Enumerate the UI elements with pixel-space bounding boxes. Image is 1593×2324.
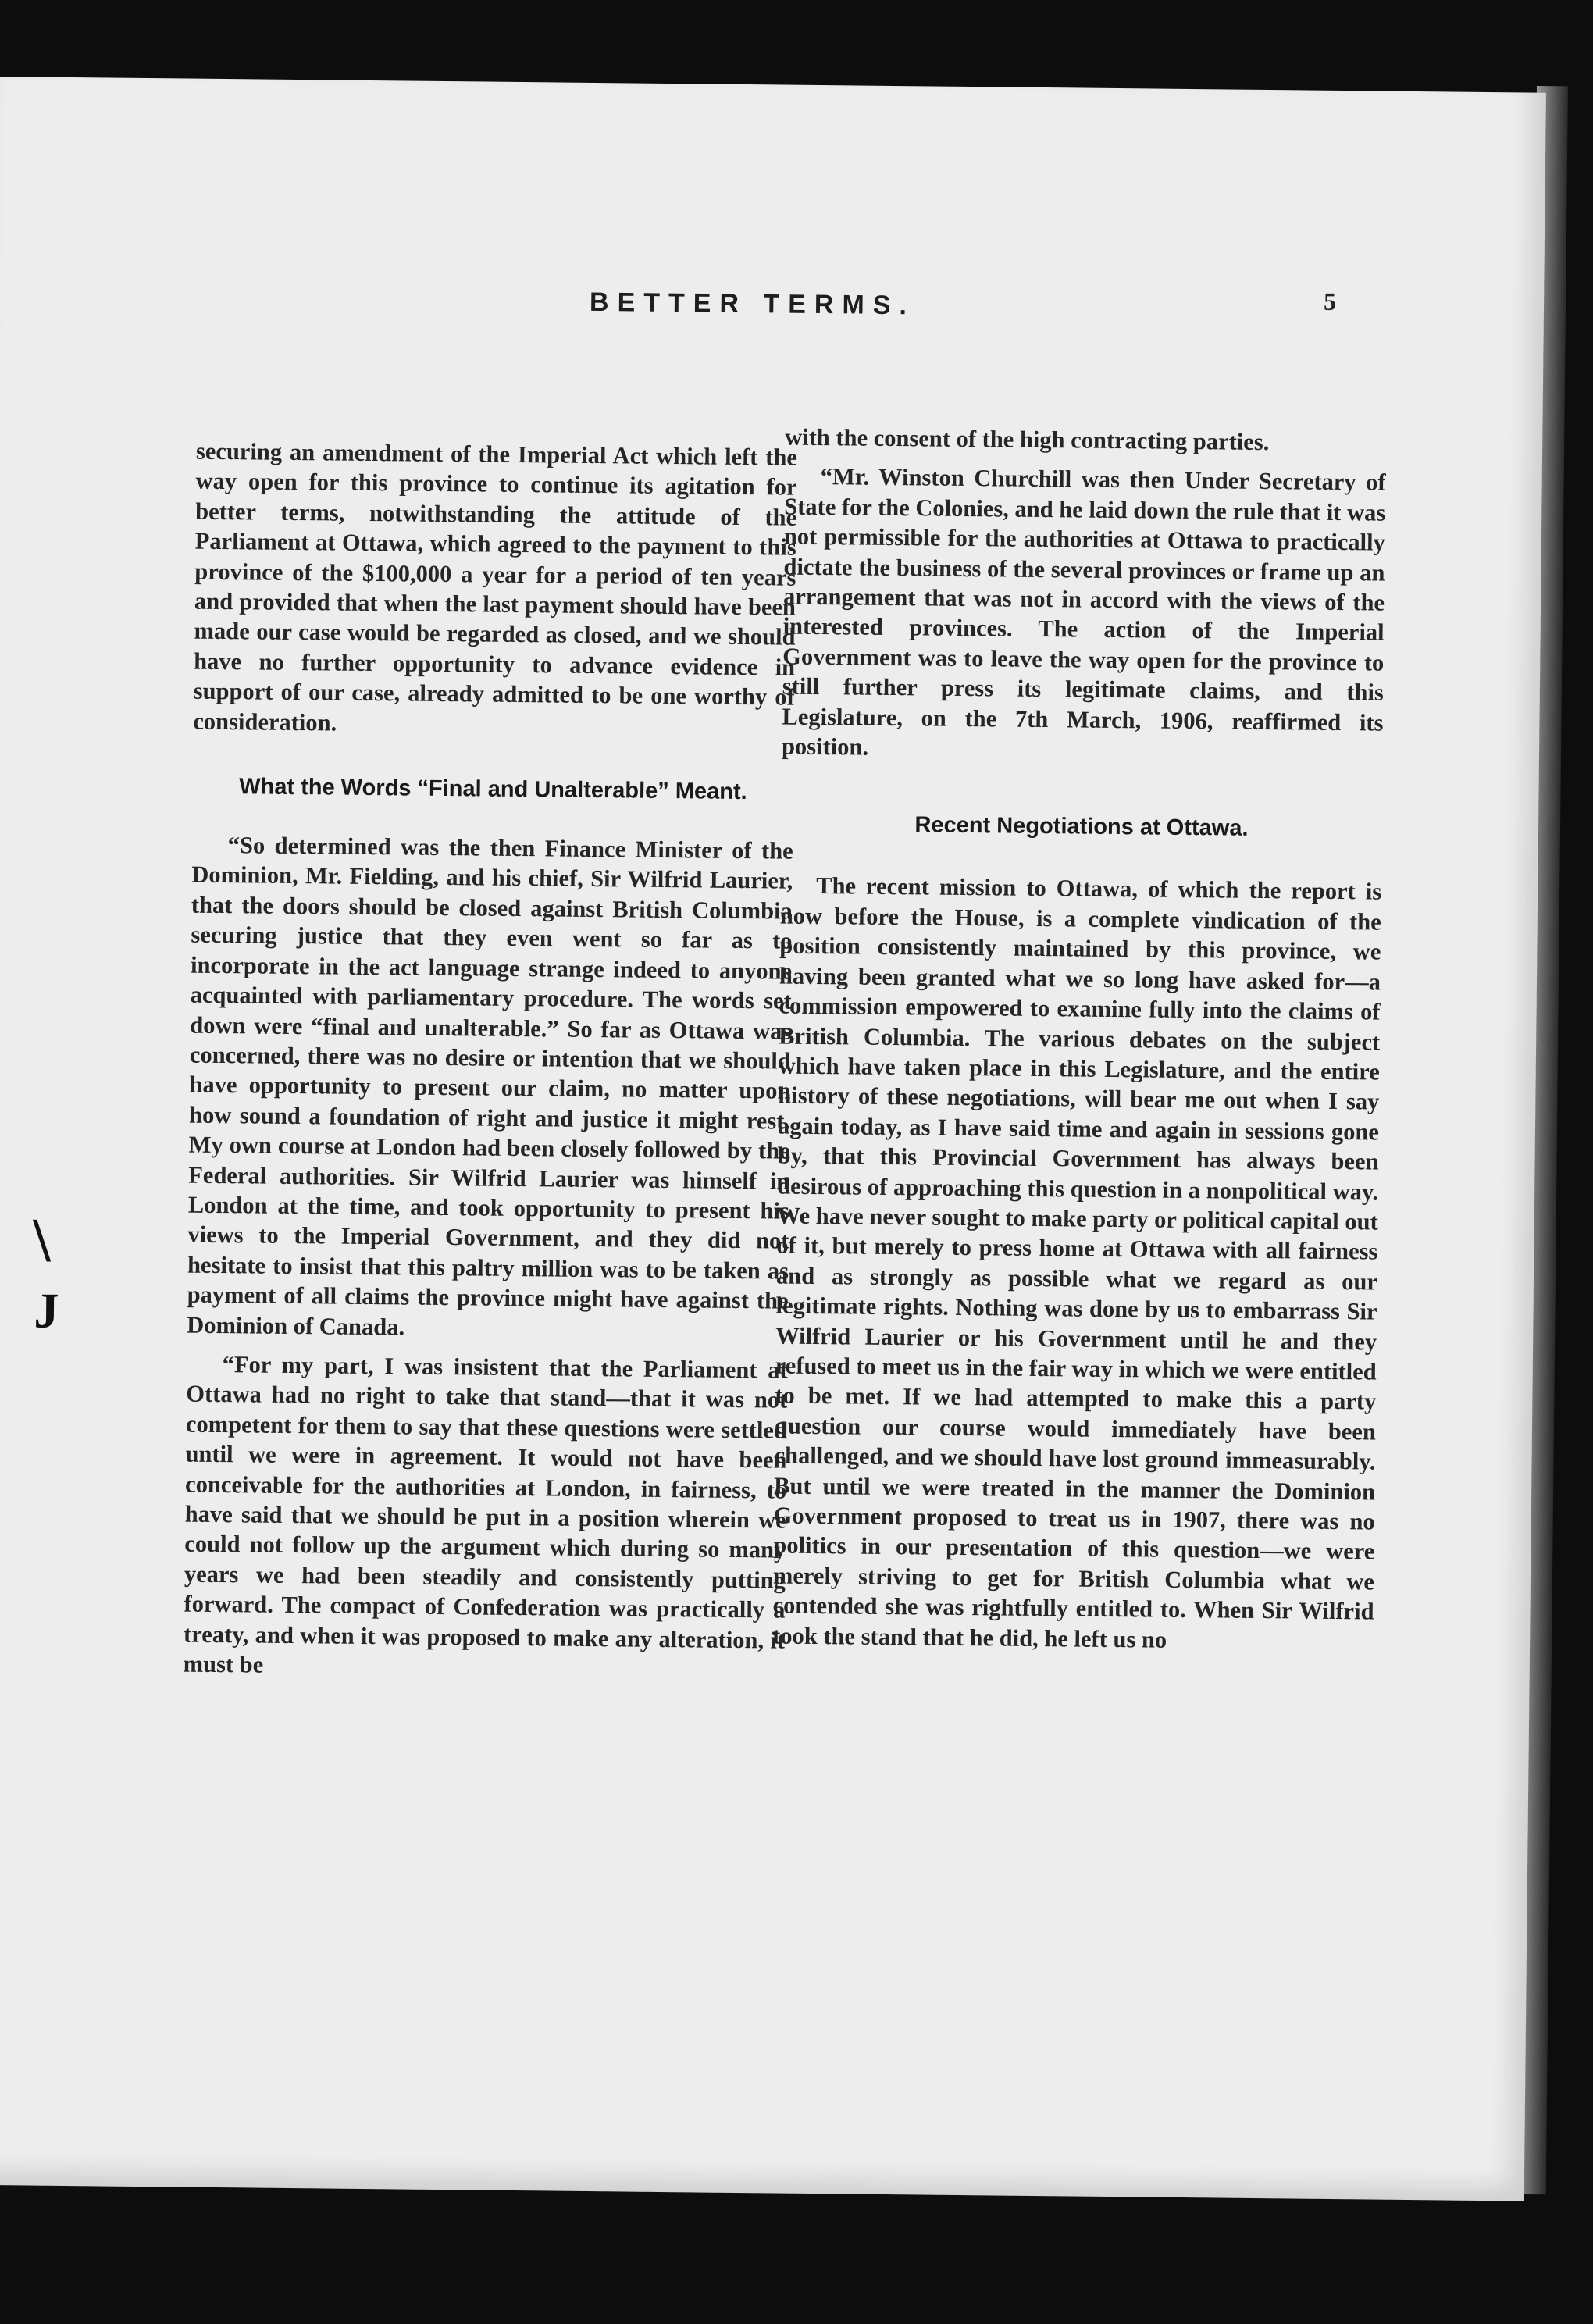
section-heading-recent-negotiations: Recent Negotiations at Ottawa. — [914, 812, 1249, 842]
left-column — [183, 437, 797, 1695]
margin-mark-top: \ — [32, 1206, 52, 1275]
page-number: 5 — [1323, 287, 1337, 315]
left-paragraph-2: “So determined was the then Finance Minister of the Dominion, Mr. Fielding, and his chief, Sir Wilfrid Laurier, that the doors should be closed against British Columbia securing justice that they even went so far as to incorporate in the act language strange indeed to anyone acquainted with parliamentary procedure. The words set down were “final and unalterable.” So far as Ottawa was concerned, there was no desire or intention that we should have opportunity to present our claim, no matter upon how sound a foundation of right and justice it might rest. My own course at London had been closely followed by the Federal authorities. Sir Wilfrid Laurier was himself in London at the time, and took opportunity to present his views to the Imperial Government, and they did not hesitate to insist that this paltry million was to be taken as payment of all claims the province might have against the Dominion of Canada. — [187, 832, 793, 1341]
running-header — [0, 281, 1544, 344]
left-paragraph-1: securing an amendment of the Imperial Act which left the way open for this province to continue its agitation for better terms, notwithstanding the attitude of the Parliament at Ottawa, which agreed to the payment to this province of the $100,000 a year for a period of ten years and provided that when the last payment should have been made our case would be regarded as closed, and we should have no further opportunity to advance evidence in support of our case, already admitted to be one worthy of consideration. — [193, 437, 798, 736]
right-paragraph-3: The recent mission to Ottawa, of which the report is now before the House, is a complete vindication of the position consistently maintained by this province, we having been granted what we so long have asked for—a commission empowered to examine fully into the claims of British Columbia. The various debates on the subject which have taken place in this Legislature, and the entire history of these negotiations, will bear me out when I say again today, as I have said time and again in sessions gone by, that this Provincial Government has always been desirous of approaching this question in a nonpolitical way. We have never sought to make party or political capital out of it, but merely to press home at Ottawa with all fairness and as strongly as possible what we regard as our legitimate rights. Nothing was done by us to embarrass Sir Wilfrid Laurier or his Government until he and they refused to meet us in the fair way in which we were entitled to be met. If we had attempted to make this a party question our course would immediately have been challenged, and we should have lost ground immeasurably. But until we were treated in the manner the Dominion Government proposed to treat us in 1907, there was no politics in our presentation of this question—we were merely striving to get for British Columbia what we contended she was rightfully entitled to. When Sir Wilfrid took the stand that he did, he left us no — [772, 872, 1382, 1653]
section-heading-final-unalterable: What the Words “Final and Unalterable” Meant. — [239, 774, 747, 805]
right-paragraph-2: “Mr. Winston Churchill was then Under Secretary of State for the Colonies, and he laid down the rule that it was not permissible for the authorities at Ottawa to practically dictate the business of the several provinces or frame up an arrangement that was not in accord with the views of the interested provinces. The action of the Imperial Government was to leave the way open for the province to still further press its legitimate claims, and this Legislature, on the 7th March, 1906, reaffirmed its position. — [781, 463, 1386, 761]
right-column — [772, 422, 1387, 1666]
right-paragraph-1: with the consent of the high contracting parties. — [785, 423, 1270, 456]
margin-mark-bottom: J — [34, 1282, 59, 1338]
page-header-title: BETTER TERMS. — [589, 287, 916, 321]
left-paragraph-3: “For my part, I was insistent that the Parliament at Ottawa had no right to take that stand—that it was not competent for them to say that these questions were settled until we were in agreement. It would not have been conceivable for the authorities at London, in fairness, to have said that we should be put in a position wherein we could not follow up the argument which during so many years we had been steadily and consistently putting forward. The compact of Confederation was practically a treaty, and when it was proposed to make any alteration, it must be — [183, 1351, 788, 1678]
scanned-page — [0, 77, 1546, 2201]
